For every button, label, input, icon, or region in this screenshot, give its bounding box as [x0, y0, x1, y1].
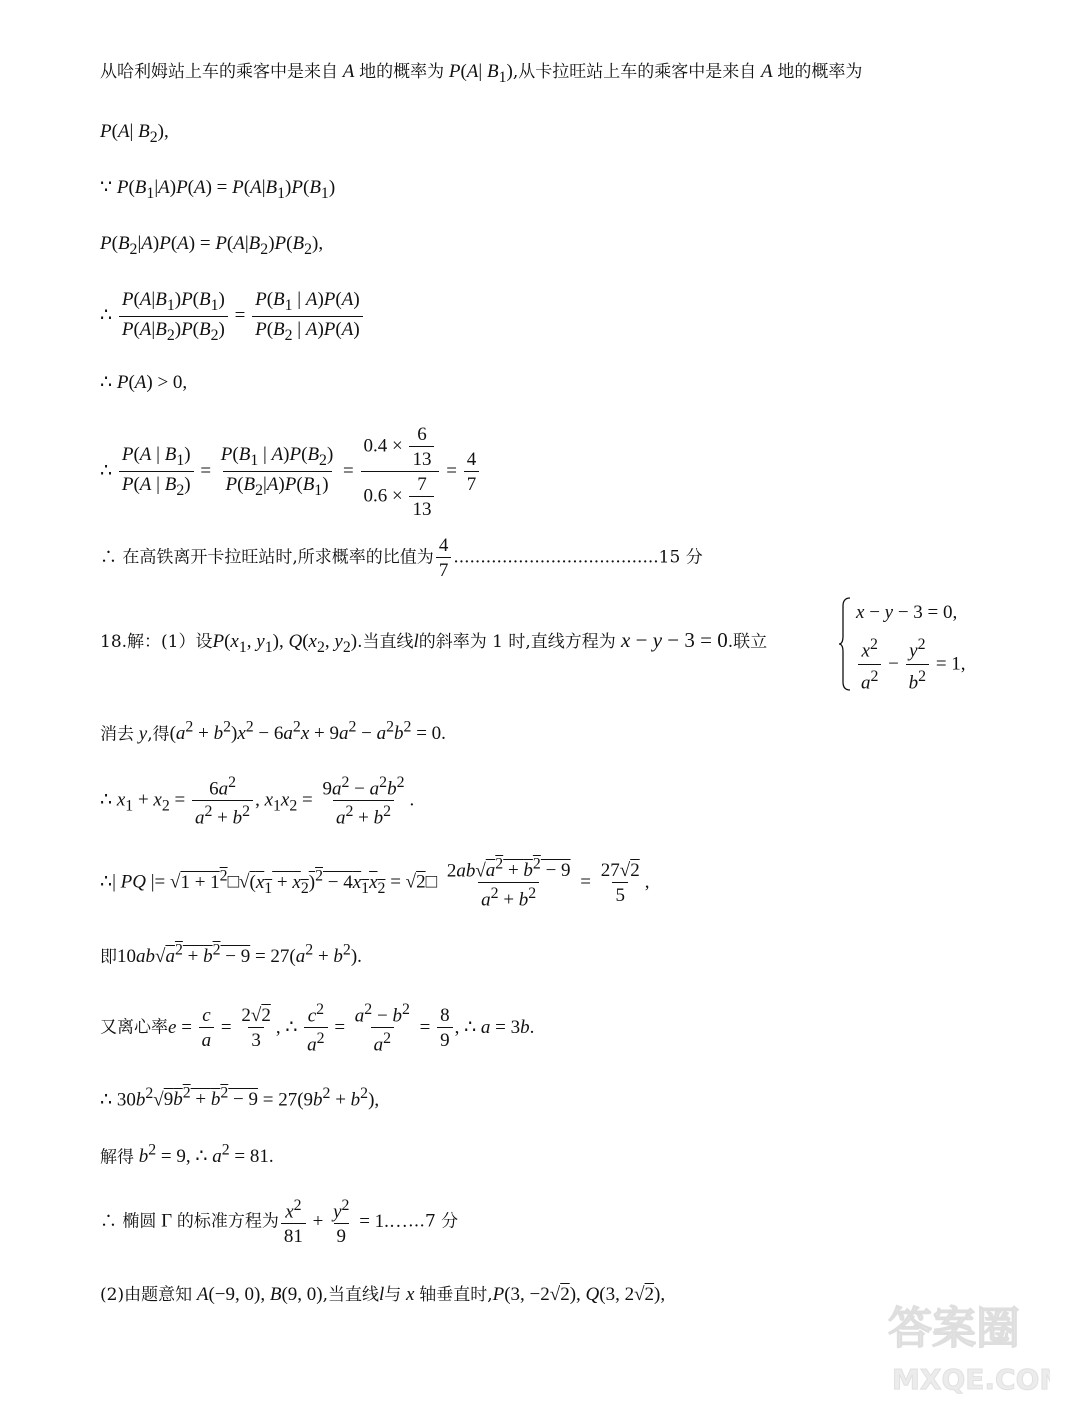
formula-line: ∴ $\frac{P(A | B_1)}{P(A | B_2)}$ = $\frac{P(B_1 | A)P(B_2)}{P(B_2|A)P(B_1)}$ = 0.4 × $\frac{6}{13}$ 0.6 × $\frac{7}{13}$ = $\frac{4}{7}$ [100, 425, 481, 519]
text-line: (2)由题意知 A(−9, 0), B(9, 0),当直线l与 x 轴垂直时,P(3, −2√2), Q(3, 2√2), [100, 1284, 666, 1305]
text-run: 从哈利姆站上车的乘客中是来自 [100, 62, 338, 82]
formula-line: ∴ $\frac{P(A|B_1)P(B_1)}{P(A|B_2)P(B_2)}$ = $\frac{P(B_1 | A)P(A)}{P(B_2 | A)P(A)}$ [100, 290, 365, 343]
text-run: 当直线 [362, 632, 414, 652]
text-run: 与 [384, 1285, 402, 1305]
formula-line: ∴| PQ |= $√1 + 1^2□√(x_1 + x_2)^2 - 4x_1x_2$ = √2□ $\frac{2ab√a^2 + b^2 - 9}{a^2 + b^2}$ = $\frac{27√2}{5}$ , [100, 856, 650, 911]
score-mark: ......................................15 分 [453, 547, 703, 568]
text-line: ∴ 椭圆 Γ 的标准方程为 $\frac{x^2}{81}$ + $\frac{y^2}{9}$ = 1.……7 分 [100, 1197, 459, 1248]
text-run: 从卡拉旺站上车的乘客中是来自 [518, 62, 757, 82]
formula-line: ∴ P(A) > 0, [100, 372, 188, 393]
text-run: 地的概率为 [777, 62, 863, 82]
watermark-line-1: 答案圈 [888, 1303, 1020, 1354]
text-line: 即$10ab√a^2 + b^2 - 9 = 27(a^2 + b^2)$. [100, 942, 362, 968]
formula-line: ∴ $30b^2√9b^2 + b^2 - 9 = 27(9b^2 + b^2)$, [100, 1085, 380, 1111]
formula-line: $P(B_2|A)P(A) = P(A|B_2)P(B_2)$, [100, 233, 324, 258]
text-run: 椭圆 [122, 1211, 157, 1232]
conclusion-line: ∴ 在高铁离开卡拉旺站时,所求概率的比值为 $\frac{4}{7}$ ......................................15 分 [100, 535, 703, 581]
text-run: (2)由题意知 [100, 1285, 193, 1305]
text-run: 联立 [733, 632, 768, 652]
text-run: 地的概率为 [359, 62, 445, 82]
text-run: 解得 [100, 1147, 134, 1168]
text-run: 即 [100, 947, 117, 968]
text-run: 消去 [100, 724, 134, 745]
text-line: 解得 $b^2 = 9$, ∴ $a^2 = 81$. [100, 1142, 274, 1168]
formula-line: ∴ $x_1 + x_2$ = $\frac{6a^2}{a^2 + b^2}$ , $x_1x_2$ = $\frac{9a^2 - a^2b^2}{a^2 + b^2}$ . [100, 774, 415, 829]
text-run: 的斜率为 1 时,直线方程为 [418, 632, 616, 652]
text-line: 消去 y,得$(a^2 + b^2)x^2 - 6a^2x + 9a^2 - a^2b^2 = 0$. [100, 719, 446, 745]
watermark-logo [880, 1281, 1050, 1401]
formula-line: P(A| $B_2$), [100, 121, 169, 146]
text-run: ,得 [147, 724, 170, 745]
text-run: 轴垂直时, [419, 1285, 493, 1305]
text-run: 的标准方程为 [176, 1211, 279, 1232]
text-run: 又离心率 [100, 1017, 168, 1038]
text-run: 18.解：(1）设 [100, 632, 213, 652]
text-line: 又离心率e = $\frac{c}{a}$ = $\frac{2√2}{3}$ , ∴ $\frac{c^2}{a^2}$ = $\frac{a^2 - b^2}{a^2}$ = $\frac{8}{9}$ , ∴ a = 3b. [100, 1001, 535, 1056]
score-mark: …7 分 [407, 1211, 459, 1232]
question-18-line: 18.解：(1）设$P(x_1$, $y_1$), $Q(x_2$, $y_2$).当直线l的斜率为 1 时,直线方程为 x − y − 3 = 0.联立 [100, 628, 768, 656]
brace-icon [838, 596, 852, 692]
text-run: 在高铁离开卡拉旺站时,所求概率的比值为 [122, 547, 434, 568]
watermark-line-2: MXQE.COM [892, 1363, 1050, 1396]
text-run: 当直线 [328, 1285, 379, 1305]
text-line-1: 从哈利姆站上车的乘客中是来自 A 地的概率为 P(A| $B_1$),从卡拉旺站上车的乘客中是来自 A 地的概率为 [100, 61, 863, 86]
equation-system: x − y − 3 = 0, $\frac{x^2}{a^2}$ − $\frac{y^2}{b^2}$ = 1, [838, 596, 978, 694]
formula-line: ∵ $P(B_1|A)P(A) = P(A|B_1)P(B_1)$ [100, 177, 336, 202]
